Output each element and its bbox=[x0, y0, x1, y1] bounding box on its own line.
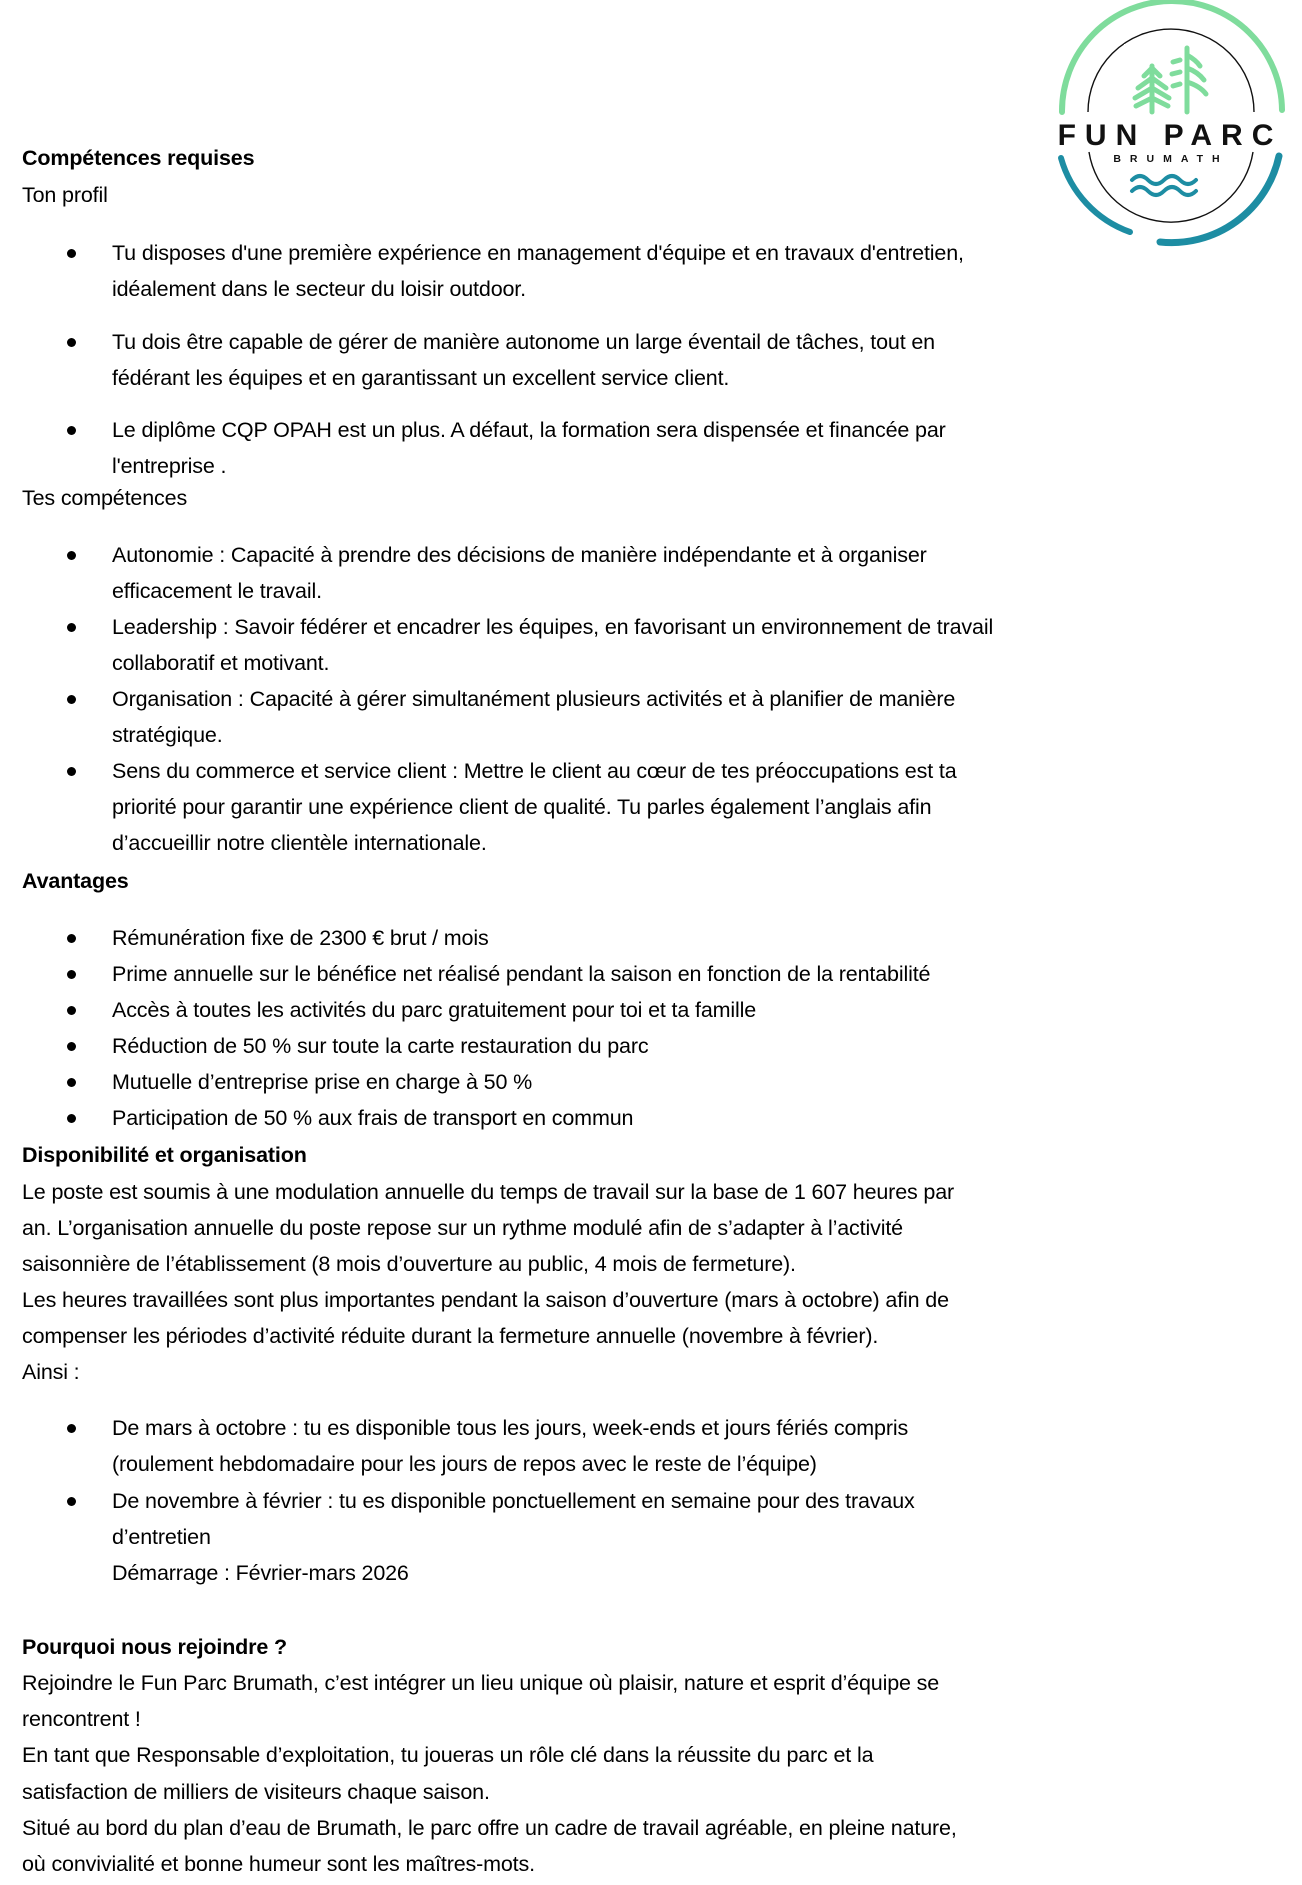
list-item: Sens du commerce et service client : Mettre le client au cœur de tes préoccupations est ta bbox=[112, 759, 957, 783]
list-item-continued: fédérant les équipes et en garantissant un excellent service client. bbox=[112, 366, 730, 390]
bullet-icon bbox=[67, 249, 76, 258]
list-item: Organisation : Capacité à gérer simultanément plusieurs activités et à planifier de manière bbox=[112, 687, 956, 711]
bullet-icon bbox=[67, 1078, 76, 1087]
list-item-continued: (roulement hebdomadaire pour les jours de repos avec le reste de l’équipe) bbox=[112, 1452, 817, 1476]
logo-blue-arc-right bbox=[1160, 156, 1279, 243]
list-item: Tu disposes d'une première expérience en management d'équipe et en travaux d'entretien, bbox=[112, 241, 964, 265]
paragraph-line: an. L’organisation annuelle du poste repose sur un rythme modulé afin de s’adapter à l’activité bbox=[22, 1216, 903, 1240]
list-item: De mars à octobre : tu es disponible tous les jours, week-ends et jours fériés compris bbox=[112, 1416, 909, 1440]
list-item-continued: d’accueillir notre clientèle internationale. bbox=[112, 831, 487, 855]
bullet-icon bbox=[67, 934, 76, 943]
list-item-continued: efficacement le travail. bbox=[112, 579, 322, 603]
bullet-icon bbox=[67, 426, 76, 435]
paragraph-line: rencontrent ! bbox=[22, 1707, 141, 1731]
bullet-icon bbox=[67, 1497, 76, 1506]
list-item: Accès à toutes les activités du parc gratuitement pour toi et ta famille bbox=[112, 998, 757, 1022]
paragraph-line: Les heures travaillées sont plus importantes pendant la saison d’ouverture (mars à octobre) afin de bbox=[22, 1288, 949, 1312]
paragraph-line: où convivialité et bonne humeur sont les maîtres-mots. bbox=[22, 1852, 535, 1876]
list-item-continued: priorité pour garantir une expérience client de qualité. Tu parles également l’anglais afin bbox=[112, 795, 932, 819]
section-heading-disponibilite: Disponibilité et organisation bbox=[22, 1143, 307, 1167]
list-item-continued: d’entretien bbox=[112, 1525, 211, 1549]
paragraph-line: compenser les périodes d’activité réduite durant la fermeture annuelle (novembre à février). bbox=[22, 1324, 879, 1348]
logo-title: FUN PARC bbox=[1057, 119, 1283, 152]
bullet-icon bbox=[67, 695, 76, 704]
water-waves-icon bbox=[1132, 176, 1196, 195]
subheading-ton-profil: Ton profil bbox=[22, 183, 108, 207]
bullet-icon bbox=[67, 1114, 76, 1123]
list-item: Prime annuelle sur le bénéfice net réalisé pendant la saison en fonction de la rentabilité bbox=[112, 962, 931, 986]
paragraph-line: En tant que Responsable d’exploitation, tu joueras un rôle clé dans la réussite du parc et la bbox=[22, 1743, 874, 1767]
logo-blue-arc-left bbox=[1061, 158, 1130, 232]
bullet-icon bbox=[67, 551, 76, 560]
list-item-continued: stratégique. bbox=[112, 723, 223, 747]
paragraph-line: Ainsi : bbox=[22, 1360, 80, 1384]
logo-graphic bbox=[1040, 0, 1302, 260]
bullet-icon bbox=[67, 623, 76, 632]
list-item: Tu dois être capable de gérer de manière autonome un large éventail de tâches, tout en bbox=[112, 330, 935, 354]
paragraph-line: saisonnière de l’établissement (8 mois d’ouverture au public, 4 mois de fermeture). bbox=[22, 1252, 796, 1276]
list-item-continued: l'entreprise . bbox=[112, 454, 227, 478]
list-item: Rémunération fixe de 2300 € brut / mois bbox=[112, 926, 489, 950]
logo-subtitle: BRUMATH bbox=[1113, 153, 1229, 165]
bullet-icon bbox=[67, 338, 76, 347]
bullet-icon bbox=[67, 970, 76, 979]
paragraph-line: satisfaction de milliers de visiteurs chaque saison. bbox=[22, 1780, 490, 1804]
list-item: Mutuelle d’entreprise prise en charge à 50 % bbox=[112, 1070, 533, 1094]
paragraph-line: Situé au bord du plan d’eau de Brumath, le parc offre un cadre de travail agréable, en pleine nature, bbox=[22, 1816, 957, 1840]
subheading-tes-competences: Tes compétences bbox=[22, 486, 188, 510]
list-item-continued: collaboratif et motivant. bbox=[112, 651, 330, 675]
bullet-icon bbox=[67, 1042, 76, 1051]
section-heading-avantages: Avantages bbox=[22, 869, 129, 893]
list-item: Autonomie : Capacité à prendre des décisions de manière indépendante et à organiser bbox=[112, 543, 927, 567]
list-item: Réduction de 50 % sur toute la carte restauration du parc bbox=[112, 1034, 649, 1058]
start-date: Démarrage : Février-mars 2026 bbox=[112, 1561, 409, 1585]
section-heading-pourquoi: Pourquoi nous rejoindre ? bbox=[22, 1635, 288, 1659]
list-item: Le diplôme CQP OPAH est un plus. A défaut, la formation sera dispensée et financée par bbox=[112, 418, 946, 442]
bullet-icon bbox=[67, 1424, 76, 1433]
bullet-icon bbox=[67, 1006, 76, 1015]
list-item: Leadership : Savoir fédérer et encadrer les équipes, en favorisant un environnement de travail bbox=[112, 615, 994, 639]
list-item-continued: idéalement dans le secteur du loisir outdoor. bbox=[112, 277, 526, 301]
list-item: Participation de 50 % aux frais de transport en commun bbox=[112, 1106, 634, 1130]
list-item: De novembre à février : tu es disponible ponctuellement en semaine pour des travaux bbox=[112, 1489, 915, 1513]
fun-parc-logo bbox=[1040, 0, 1302, 260]
section-heading-competences: Compétences requises bbox=[22, 146, 255, 170]
paragraph-line: Rejoindre le Fun Parc Brumath, c’est intégrer un lieu unique où plaisir, nature et esprit d’équipe se bbox=[22, 1671, 940, 1695]
bullet-icon bbox=[67, 767, 76, 776]
paragraph-line: Le poste est soumis à une modulation annuelle du temps de travail sur la base de 1 607 heures par bbox=[22, 1180, 955, 1204]
